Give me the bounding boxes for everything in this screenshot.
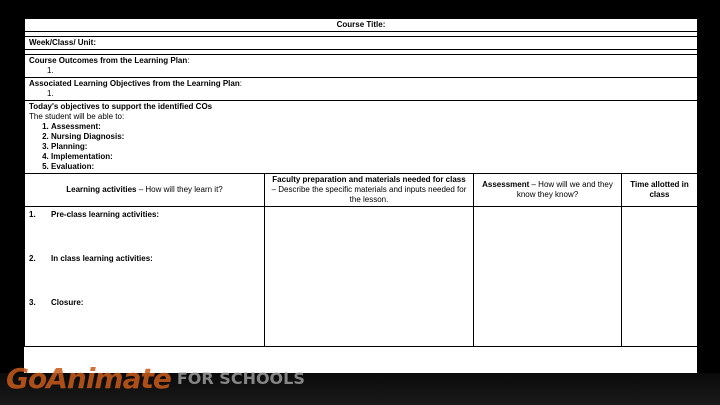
objective-evaluation: 5. Evaluation:	[51, 162, 693, 172]
todays-objectives-heading: Today's objectives to support the identified COs	[29, 102, 213, 111]
column-header-time: Time allotted in class	[622, 174, 698, 207]
faculty-header-rest: – Describe the specific materials and inputs needed for the lesson.	[271, 185, 467, 204]
objective-implementation: 4. Implementation:	[51, 152, 693, 162]
lesson-plan-document	[24, 18, 697, 373]
todays-objectives-intro: The student will be able to:	[29, 112, 125, 121]
activity-row-pre-class	[29, 208, 260, 252]
activity-label: Pre-class learning activities:	[51, 210, 160, 219]
activity-row-in-class	[29, 252, 260, 296]
assessment-cell	[474, 207, 622, 347]
associated-objectives-cell	[25, 78, 698, 101]
associated-objectives-item: 1.	[47, 89, 54, 98]
course-title-cell: Course Title:	[25, 19, 698, 32]
assessment-header-bold: Assessment	[482, 180, 530, 189]
column-header-assessment	[474, 174, 622, 207]
activity-num: 1.	[29, 210, 36, 219]
activities-header-rest: – How will they learn it?	[136, 185, 223, 194]
activity-num: 3.	[29, 298, 36, 307]
objective-assessment: 1. Assessment:	[51, 122, 693, 132]
activity-row-closure	[29, 296, 260, 340]
associated-objectives-colon: :	[239, 79, 242, 88]
activities-cell	[25, 207, 265, 347]
column-header-activities	[25, 174, 265, 207]
todays-objectives-cell	[25, 101, 698, 174]
associated-objectives-label: Associated Learning Objectives from the Learning Plan	[29, 79, 240, 88]
activity-label: In class learning activities:	[51, 254, 153, 263]
logo-suffix: FOR SCHOOLS	[176, 369, 305, 388]
time-cell	[622, 207, 698, 347]
goanimate-logo	[6, 362, 305, 395]
course-outcomes-item: 1.	[47, 66, 54, 75]
faculty-cell	[265, 207, 474, 347]
activity-label: Closure:	[51, 298, 84, 307]
course-outcomes-colon: :	[187, 56, 190, 65]
column-header-faculty	[265, 174, 474, 207]
activities-header-bold: Learning activities	[66, 185, 137, 194]
lesson-plan-table	[24, 18, 697, 347]
course-outcomes-label: Course Outcomes from the Learning Plan	[29, 56, 188, 65]
course-outcomes-cell	[25, 55, 698, 78]
logo-brand: GoAnimate	[6, 362, 171, 395]
objective-nursing-diagnosis: 2. Nursing Diagnosis:	[51, 132, 693, 142]
objective-planning: 3. Planning:	[51, 142, 693, 152]
week-class-unit-cell: Week/Class/ Unit:	[25, 37, 698, 50]
assessment-header-rest: – How will we and they know they know?	[516, 180, 613, 199]
faculty-header-bold: Faculty preparation and materials needed for class	[272, 175, 466, 184]
objectives-list	[29, 122, 693, 172]
activity-num: 2.	[29, 254, 36, 263]
